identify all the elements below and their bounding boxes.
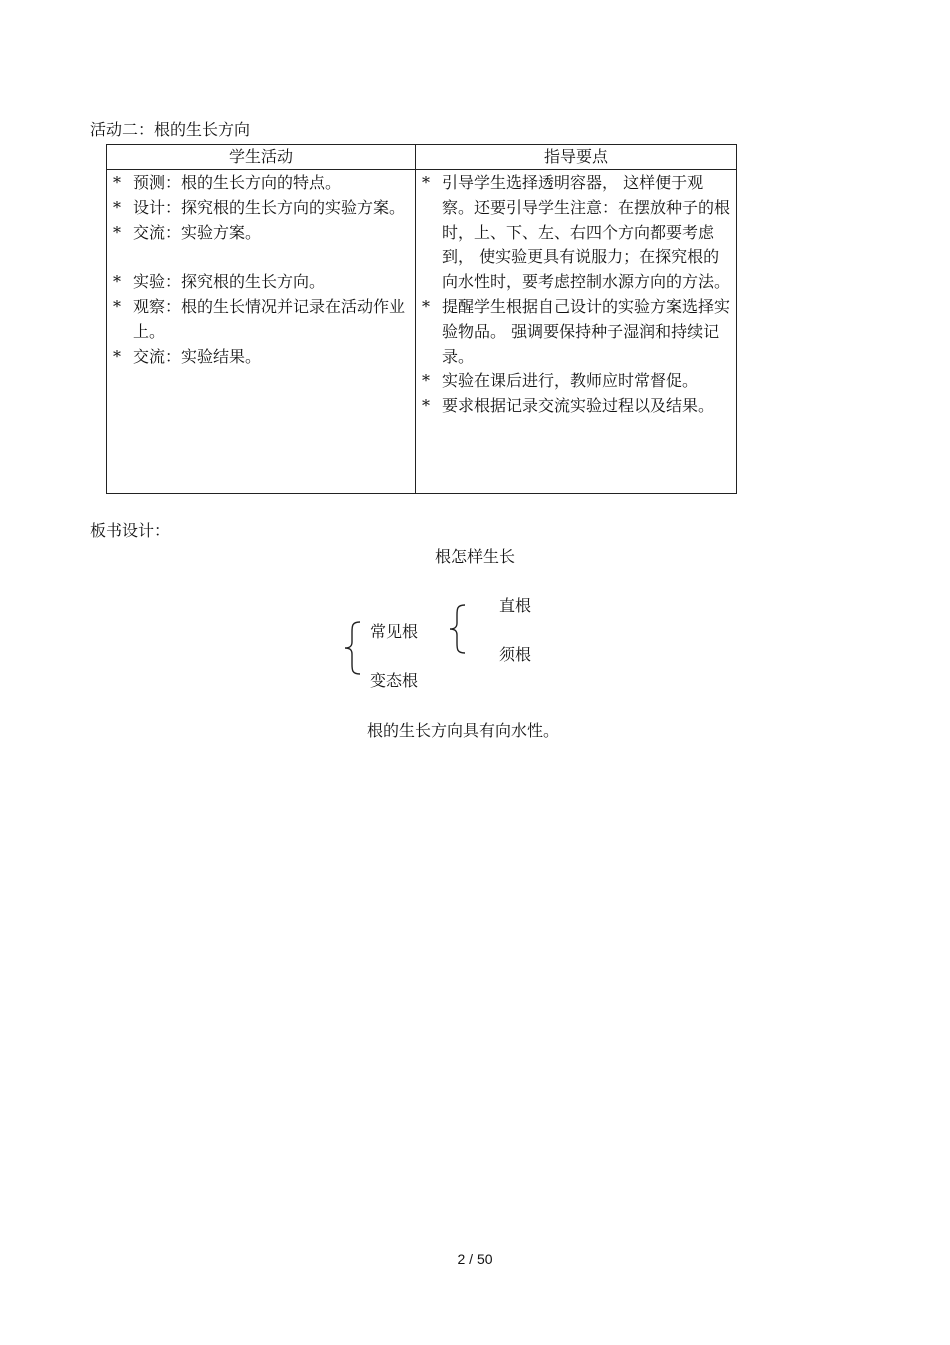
guide-item-after-class: * 实验在课后进行，教师应时常督促。 bbox=[422, 371, 699, 391]
table-body-row bbox=[107, 170, 737, 494]
header-guidance-points: 指导要点 bbox=[416, 145, 737, 170]
fibrous-root-label: 须根 bbox=[499, 645, 532, 664]
guide-item-container: * 引导学生选择透明容器， 这样便于观察。还要引导学生注意：在摆放种子的根时，上、下、左、右四个方向都要考虑到， 使实验更具有说服力；在探究根的向水性时，要考虑控制水源方向的方法。 bbox=[422, 173, 731, 292]
student-activity-cell bbox=[107, 170, 416, 494]
student-item-predict: * 预测：根的生长方向的特点。 bbox=[113, 173, 342, 192]
left-brace-icon bbox=[342, 620, 362, 676]
tap-root-label: 直根 bbox=[499, 596, 532, 615]
student-item-observe: * 观察：根的生长情况并记录在活动作业上。 bbox=[113, 297, 406, 341]
activity-table bbox=[106, 144, 737, 494]
student-item-experiment: * 实验：探究根的生长方向。 bbox=[113, 272, 326, 292]
student-item-discuss-results: * 交流：实验结果。 bbox=[113, 346, 262, 366]
board-design-label: 板书设计： bbox=[90, 521, 171, 540]
common-root-label: 常见根 bbox=[370, 622, 419, 641]
guide-item-materials: * 提醒学生根据自己设计的实验方案选择实验物品。 强调要保持种子湿润和持续记录。 bbox=[422, 296, 731, 366]
student-item-design: * 设计：探究根的生长方向的实验方案。 bbox=[113, 197, 406, 217]
guide-item-share-results: * 要求根据记录交流实验过程以及结果。 bbox=[422, 396, 715, 416]
modified-root-label: 变态根 bbox=[370, 671, 419, 690]
blank-line bbox=[113, 245, 409, 270]
board-conclusion: 根的生长方向具有向水性。 bbox=[366, 721, 559, 740]
activity-heading: 活动二：根的生长方向 bbox=[90, 120, 251, 139]
board-title: 根怎样生长 bbox=[434, 547, 515, 566]
right-brace-icon bbox=[447, 603, 467, 655]
page-number: 2 / 50 bbox=[457, 1251, 493, 1267]
student-item-discuss-plan: * 交流：实验方案。 bbox=[113, 222, 262, 242]
table-header-row bbox=[107, 145, 737, 170]
header-student-activity: 学生活动 bbox=[107, 145, 416, 170]
guidance-cell bbox=[416, 170, 737, 494]
